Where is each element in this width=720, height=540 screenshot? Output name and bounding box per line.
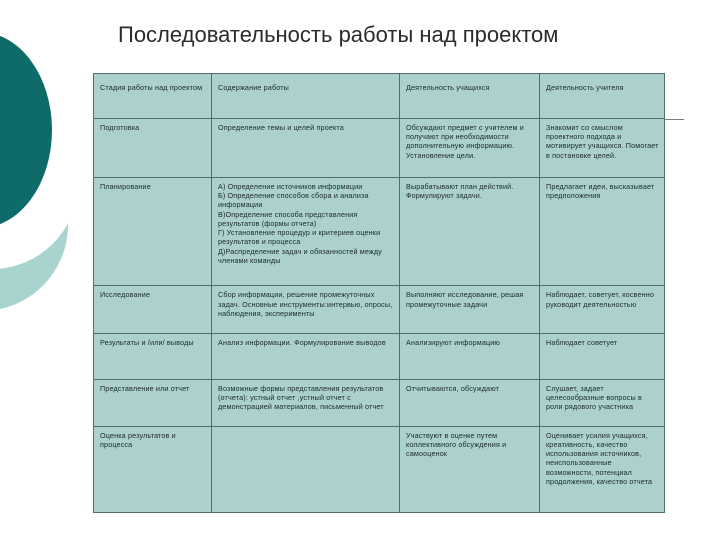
table-row <box>94 379 665 426</box>
cell-content: Анализ информации. Формулирование выводов <box>212 334 400 380</box>
cell-students: Обсуждают предмет с учителем и получают при необходимости дополнительную информацию. Установление цели. <box>400 118 540 177</box>
cell-stage: Представление или отчет <box>94 379 212 426</box>
project-stages-table <box>93 73 665 513</box>
cell-teacher: Оценивает усилия учащихся, креативность, качество использования источников, неиспользованные возможности, потенциал продолжения, качество отчета <box>540 426 665 512</box>
header-teacher: Деятельность учителя <box>540 74 665 119</box>
cell-students: Анализируют информацию <box>400 334 540 380</box>
header-content: Содержание работы <box>212 74 400 119</box>
cell-teacher: Предлагает идеи, высказывает предположения <box>540 177 665 286</box>
decorative-circles <box>0 0 90 540</box>
cell-stage: Исследование <box>94 286 212 334</box>
cell-students: Отчитываются, обсуждают <box>400 379 540 426</box>
table-header-row <box>94 74 665 119</box>
cell-students: Вырабатывают план действий. Формулируют задачи. <box>400 177 540 286</box>
cell-content: А) Определение источников информации Б) Определение способов сбора и анализа информации В)Определение способа представления результатов (формы отчета) Г) Установление процедур и критериев оценки результатов и процесса Д)Распределение задач и обязанностей между членами команды <box>212 177 400 286</box>
table-row <box>94 118 665 177</box>
cell-stage: Подготовка <box>94 118 212 177</box>
table-row <box>94 286 665 334</box>
table-row <box>94 426 665 512</box>
cell-content <box>212 426 400 512</box>
header-stage: Стадия работы над проектом <box>94 74 212 119</box>
header-students: Деятельность учащихся <box>400 74 540 119</box>
cell-content: Определение темы и целей проекта <box>212 118 400 177</box>
slide-title: Последовательность работы над проектом <box>118 22 559 47</box>
cell-stage: Оценка результатов и процесса <box>94 426 212 512</box>
cell-teacher: Наблюдает, советует, косвенно руководит деятельностью <box>540 286 665 334</box>
cell-teacher: Знакомит со смыслом проектного подхода и мотивирует учащихся. Помогает в постановке целей. <box>540 118 665 177</box>
cell-content: Сбор информации, решение промежуточных задач. Основные инструменты:интервью, опросы, наблюдения, эксперименты <box>212 286 400 334</box>
cell-students: Участвуют в оценке путем коллективного обсуждения и самооценок <box>400 426 540 512</box>
cell-stage: Планирование <box>94 177 212 286</box>
cell-teacher: Слушает, задает целесообразные вопросы в роли рядового участника <box>540 379 665 426</box>
cell-students: Выполняют исследование, решая промежуточные задачи <box>400 286 540 334</box>
cell-stage: Результаты и /или/ выводы <box>94 334 212 380</box>
cell-teacher: Наблюдает советует <box>540 334 665 380</box>
table-row <box>94 177 665 286</box>
cell-content: Возможные формы представления результатов (отчета): устный отчет ,устный отчет с демонстрацией материалов, письменный отчет <box>212 379 400 426</box>
table-row <box>94 334 665 380</box>
